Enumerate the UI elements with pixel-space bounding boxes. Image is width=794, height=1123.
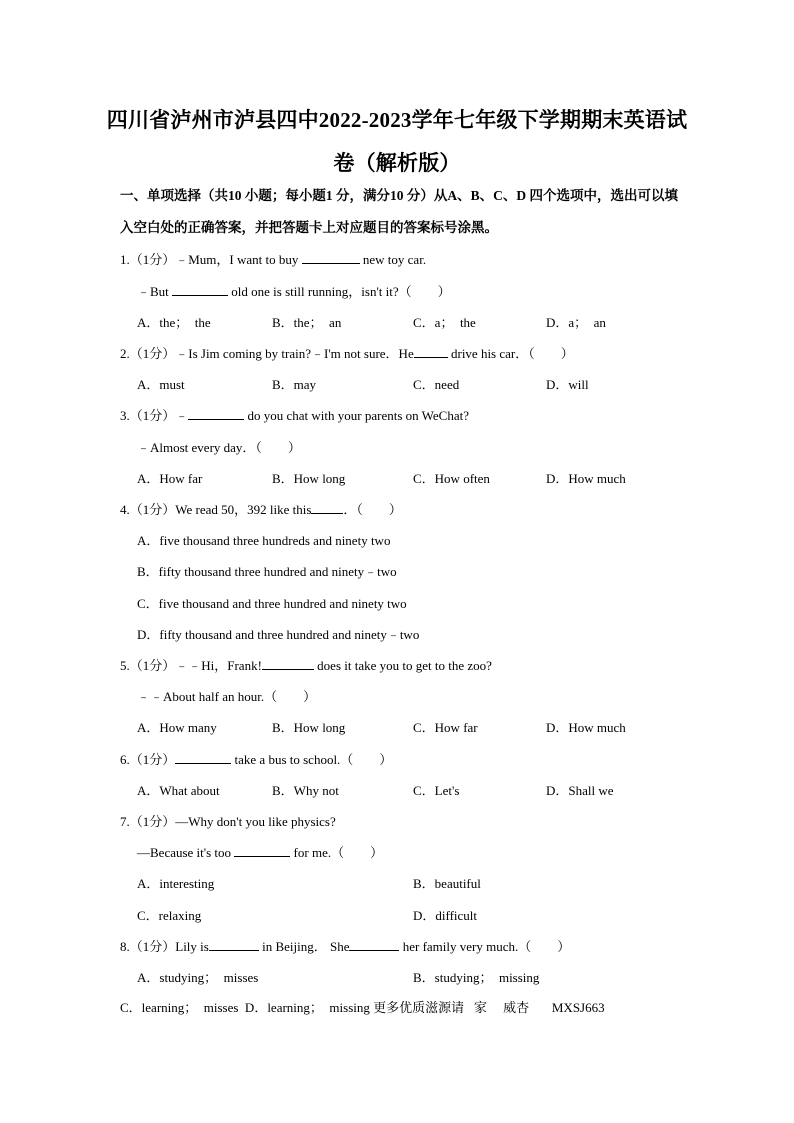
q2-option-b: B．may xyxy=(272,377,317,392)
q5-text-b: does it take you to get to the zoo? xyxy=(313,658,492,673)
q4-option-d: D．fifty thousand and three hundred and ninety﹣two xyxy=(137,627,420,642)
q2-stem xyxy=(120,343,574,362)
q6-text-a: 6.（1分） xyxy=(120,752,176,767)
q8-option-a: A．studying； misses xyxy=(137,970,259,985)
q5-text-a: 5.（1分）﹣﹣Hi，Frank! xyxy=(120,658,262,673)
q8-options-cd: C．learning； misses D．learning； missing 更多优质滋源请 家 威杏 MXSJ663 xyxy=(120,1000,605,1015)
q1-reply xyxy=(137,281,451,300)
q2-option-c: C．need xyxy=(413,377,460,392)
q6-stem xyxy=(120,749,392,768)
q3-text-a: 3.（1分）﹣ xyxy=(120,408,189,423)
q8-stem xyxy=(120,936,570,955)
q1-option-d: D．a； an xyxy=(546,315,606,330)
q1-option-b: B．the； an xyxy=(272,315,342,330)
answer-blank xyxy=(209,938,259,951)
q2-option-a: A．must xyxy=(137,377,185,392)
answer-blank xyxy=(302,251,360,264)
answer-blank xyxy=(349,938,399,951)
q3-option-a: A．How far xyxy=(137,471,203,486)
q1-stem xyxy=(120,249,426,268)
q7-option-a: A．interesting xyxy=(137,876,215,891)
q6-option-b: B．Why not xyxy=(272,783,339,798)
q4-text-b: ．（ ） xyxy=(343,502,402,517)
q8-option-b: B．studying； missing xyxy=(413,970,540,985)
answer-blank xyxy=(175,751,231,764)
title-line-1: 四川省泸州市泸县四中2022-2023学年七年级下学期期末英语试 xyxy=(106,108,688,132)
answer-blank xyxy=(414,345,448,358)
q7-reply xyxy=(137,842,383,861)
q6-option-d: D．Shall we xyxy=(546,783,614,798)
q8-text-c: her family very much.（ ） xyxy=(399,939,571,954)
q7-text-b: —Because it's too xyxy=(137,845,235,860)
q7-stem: 7.（1分）—Why don't you like physics? xyxy=(120,814,336,829)
q7-text-c: for me.（ ） xyxy=(290,845,384,860)
q5-option-a: A．How many xyxy=(137,720,217,735)
q1-text-b: new toy car. xyxy=(359,252,427,267)
q3-stem xyxy=(120,405,469,424)
q1-text-c: ﹣But xyxy=(137,284,173,299)
q5-stem xyxy=(120,655,492,674)
section-heading: 一、单项选择（共10 小题；每小题1 分，满分10 分）从A、B、C、D 四个选项中，选出可以填入空白处的正确答案，并把答题卡上对应题目的答案标号涂黑。 xyxy=(120,188,679,235)
q8-text-a: 8.（1分）Lily is xyxy=(120,939,209,954)
q1-text-a: 1.（1分）﹣Mum，I want to buy xyxy=(120,252,302,267)
q3-text-b: do you chat with your parents on WeChat? xyxy=(244,408,469,423)
q5-reply: ﹣﹣About half an hour.（ ） xyxy=(137,689,317,704)
answer-blank xyxy=(172,283,228,296)
q1-option-a: A．the； the xyxy=(137,315,211,330)
q3-option-d: D．How much xyxy=(546,471,626,486)
q7-option-b: B．beautiful xyxy=(413,876,481,891)
q3-option-c: C．How often xyxy=(413,471,490,486)
q1-text-d: old one is still running，isn't it?（ ） xyxy=(228,284,451,299)
q2-text-a: 2.（1分）﹣Is Jim coming by train?﹣I'm not sure．He xyxy=(120,346,414,361)
q5-option-d: D．How much xyxy=(546,720,626,735)
q7-option-c: C．relaxing xyxy=(137,908,202,923)
q4-text-a: 4.（1分）We read 50，392 like this xyxy=(120,502,312,517)
answer-blank xyxy=(188,407,244,420)
answer-blank xyxy=(234,844,290,857)
title-line-2: 卷（解析版） xyxy=(333,151,461,175)
q3-option-b: B．How long xyxy=(272,471,346,486)
q6-option-a: A．What about xyxy=(137,783,220,798)
q2-option-d: D．will xyxy=(546,377,589,392)
q1-option-c: C．a； the xyxy=(413,315,476,330)
q2-text-b: drive his car．（ ） xyxy=(447,346,574,361)
q7-option-d: D．difficult xyxy=(413,908,478,923)
q4-option-a: A．five thousand three hundreds and ninety two xyxy=(137,533,391,548)
q4-option-b: B．fifty thousand three hundred and ninety﹣two xyxy=(137,564,397,579)
q5-option-b: B．How long xyxy=(272,720,346,735)
q4-option-c: C．five thousand and three hundred and ninety two xyxy=(137,596,407,611)
q3-reply: ﹣Almost every day．（ ） xyxy=(137,440,301,455)
answer-blank xyxy=(311,501,343,514)
answer-blank xyxy=(262,657,314,670)
q4-stem xyxy=(120,499,402,518)
q8-text-b: in Beijing． She xyxy=(258,939,350,954)
q6-option-c: C．Let's xyxy=(413,783,460,798)
q5-option-c: C．How far xyxy=(413,720,478,735)
q6-text-b: take a bus to school.（ ） xyxy=(231,752,393,767)
